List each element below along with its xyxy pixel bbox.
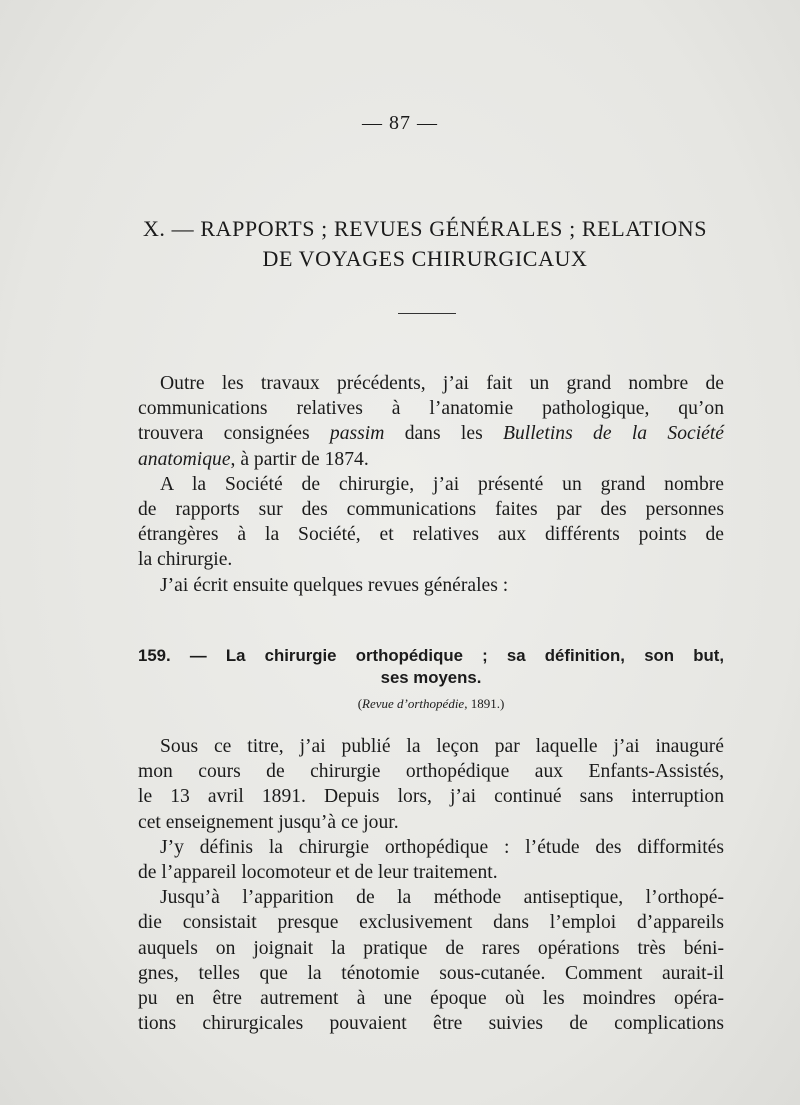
article-source <box>138 695 724 713</box>
text-run: , 1891.) <box>464 696 505 711</box>
body-p3-line-5: pu en être autrement à une époque où les moindres opéra- <box>138 988 724 1010</box>
body-p2-line-2: de l’appareil locomoteur et de leur traitement. <box>138 862 498 884</box>
text-run: ( <box>357 696 363 711</box>
intro-p1-line-4 <box>138 447 724 472</box>
italic-run: passim <box>329 423 385 445</box>
intro-p2-line-4: la chirurgie. <box>138 549 233 571</box>
article-title <box>138 645 724 689</box>
text-run: , à partir de 1874. <box>230 448 369 470</box>
intro-p3-line-1: J’ai écrit ensuite quelques revues générales : <box>160 574 509 596</box>
body-text <box>138 734 724 1036</box>
italic-run: anatomique <box>138 448 231 470</box>
body-p3-line-6: tions chirurgicales pouvaient être suivies de complications <box>138 1013 724 1035</box>
body-p1-line-4: cet enseignement jusqu’à ce jour. <box>138 811 399 833</box>
body-p1-line-1: Sous ce titre, j’ai publié la leçon par laquelle j’ai inauguré <box>160 736 724 757</box>
section-divider <box>398 313 456 314</box>
section-heading-line-1: X. — RAPPORTS ; REVUES GÉNÉRALES ; RELATIONS <box>142 216 708 241</box>
text-run: trouvera consignées <box>138 423 330 445</box>
intro-p2-line-3: étrangères à la Société, et relatives aux différents points de <box>138 524 724 546</box>
article-title-line-1: 159. — La chirurgie orthopédique ; sa définition, son but, <box>138 646 724 665</box>
body-p1-line-3: le 13 avril 1891. Depuis lors, j’ai continué sans interruption <box>138 786 724 808</box>
section-heading <box>128 214 722 274</box>
intro-p2-line-1: A la Société de chirurgie, j’ai présenté un grand nombre <box>160 473 724 495</box>
intro-p1-line-1: Outre les travaux précédents, j’ai fait un grand nombre de <box>160 373 724 394</box>
italic-run: Bulletins de la Société <box>503 423 724 445</box>
italic-run: Revue d’orthopédie <box>362 696 465 711</box>
intro-p1-line-2: communications relatives à l’anatomie pathologique, qu’on <box>138 398 724 420</box>
intro-p2-line-2: de rapports sur des communications faites par des personnes <box>138 499 724 521</box>
body-p2-line-1: J’y définis la chirurgie orthopédique : l’étude des difformités <box>160 836 724 858</box>
article-title-line-2: ses moyens. <box>380 668 482 687</box>
body-p1-line-2: mon cours de chirurgie orthopédique aux Enfants-Assistés, <box>138 761 724 783</box>
body-p3-line-2: die consistait presque exclusivement dans l’emploi d’appareils <box>138 912 724 934</box>
intro-p1-line-3 <box>138 421 724 446</box>
intro-text <box>138 371 724 598</box>
text-run: dans les <box>384 423 504 445</box>
section-heading-line-2: DE VOYAGES CHIRURGICAUX <box>262 246 588 271</box>
body-p3-line-4: gnes, telles que la ténotomie sous-cutanée. Comment aurait-il <box>138 962 724 984</box>
body-p3-line-1: Jusqu’à l’apparition de la méthode antiseptique, l’orthopé- <box>160 887 724 909</box>
body-p3-line-3: auquels on joignait la pratique de rares opérations très béni- <box>138 937 724 959</box>
page-number: — 87 — <box>362 112 438 134</box>
